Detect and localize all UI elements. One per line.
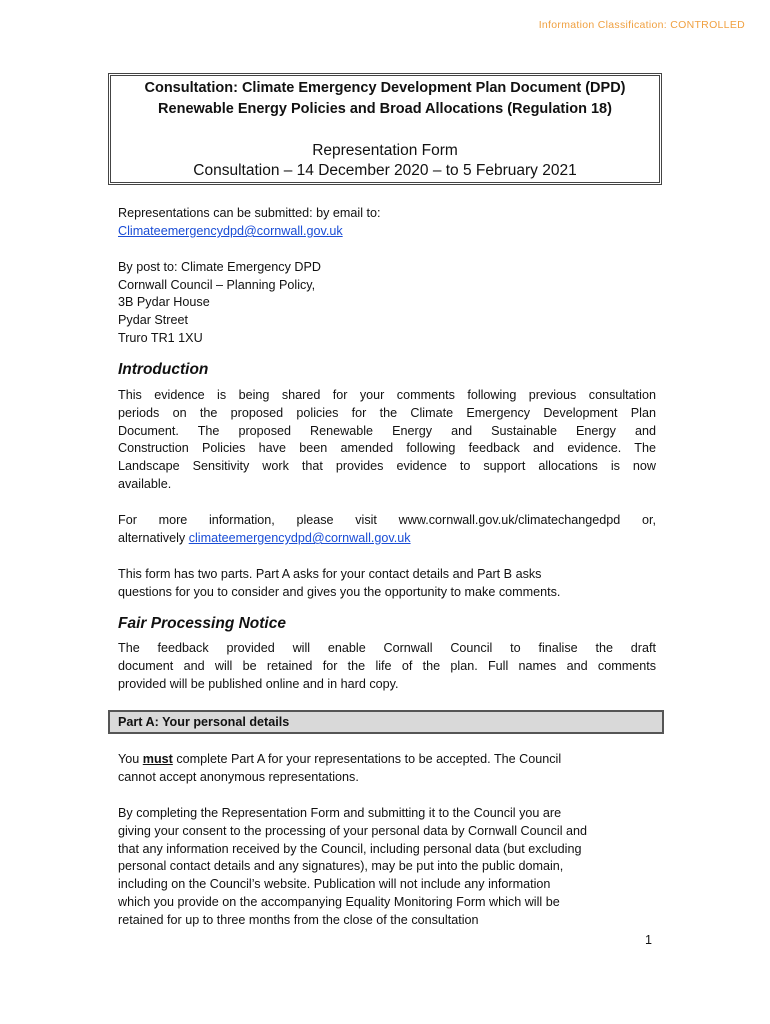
- more-info-line: For more information, please visit www.cornwall.gov.uk/climatechangedpd or,: [118, 513, 656, 527]
- classification-label: Information Classification: CONTROLLED: [538, 19, 745, 31]
- email-link[interactable]: Climateemergencydpd@cornwall.gov.uk: [118, 224, 343, 238]
- consultation-dates: Consultation – 14 December 2020 – to 5 February 2021: [193, 162, 577, 179]
- must-line-2: cannot accept anonymous representations.: [118, 770, 359, 784]
- address-line: Pydar Street: [118, 313, 188, 327]
- must-post: complete Part A for your representations to be accepted. The Council: [172, 752, 562, 766]
- fair-line: document and will be retained for the life of the plan. Full names and comments: [118, 659, 656, 673]
- parts-line: This form has two parts. Part A asks for your contact details and Part B asks: [118, 567, 542, 581]
- title-box: [108, 73, 662, 185]
- introduction-heading: Introduction: [118, 361, 209, 378]
- parts-line: questions for you to consider and gives you the opportunity to make comments.: [118, 585, 561, 599]
- consent-line: including on the Council’s website. Publication will not include any information: [118, 877, 551, 891]
- page-number: 1: [645, 933, 653, 947]
- email-link-2[interactable]: climateemergencydpd@cornwall.gov.uk: [188, 531, 411, 545]
- address-line: Cornwall Council – Planning Policy,: [118, 278, 316, 292]
- intro-line: Document. The proposed Renewable Energy and Sustainable Energy and: [118, 424, 656, 438]
- form-title: Representation Form: [312, 142, 458, 159]
- fair-processing-heading: Fair Processing Notice: [118, 615, 286, 632]
- address-line: By post to: Climate Emergency DPD: [118, 260, 321, 274]
- intro-line: available.: [118, 477, 172, 491]
- consent-line: By completing the Representation Form and submitting it to the Council you are: [118, 806, 562, 820]
- part-a-heading: Part A: Your personal details: [108, 710, 664, 734]
- title-line-2: Renewable Energy Policies and Broad Allocations (Regulation 18): [158, 101, 612, 117]
- address-line: 3B Pydar House: [118, 295, 210, 309]
- address-line: Truro TR1 1XU: [118, 331, 203, 345]
- must-emphasis: must: [142, 752, 173, 766]
- submit-text: Representations can be submitted: by email to:: [118, 206, 381, 220]
- more-info-prefix: alternatively: [118, 531, 189, 545]
- consent-line: which you provide on the accompanying Equality Monitoring Form which will be: [118, 895, 560, 909]
- intro-line: This evidence is being shared for your comments following previous consultation: [118, 388, 656, 402]
- consent-line: personal contact details and any signatures), may be put into the public domain,: [118, 859, 564, 873]
- intro-line: Landscape Sensitivity work that provides evidence to support allocations is now: [118, 459, 656, 473]
- consent-line: giving your consent to the processing of your personal data by Cornwall Council and: [118, 824, 588, 838]
- title-line-1: Consultation: Climate Emergency Development Plan Document (DPD): [144, 80, 626, 96]
- consent-line: that any information received by the Council, including personal data (but excluding: [118, 842, 582, 856]
- fair-line: provided will be published online and in hard copy.: [118, 677, 399, 691]
- must-pre: You: [118, 752, 143, 766]
- intro-line: Construction Policies have been amended following feedback and evidence. The: [118, 441, 656, 455]
- intro-line: periods on the proposed policies for the Climate Emergency Development Plan: [118, 406, 656, 420]
- fair-line: The feedback provided will enable Cornwall Council to finalise the draft: [118, 641, 656, 655]
- must-line: [118, 750, 656, 768]
- consent-line: retained for up to three months from the close of the consultation: [118, 913, 479, 927]
